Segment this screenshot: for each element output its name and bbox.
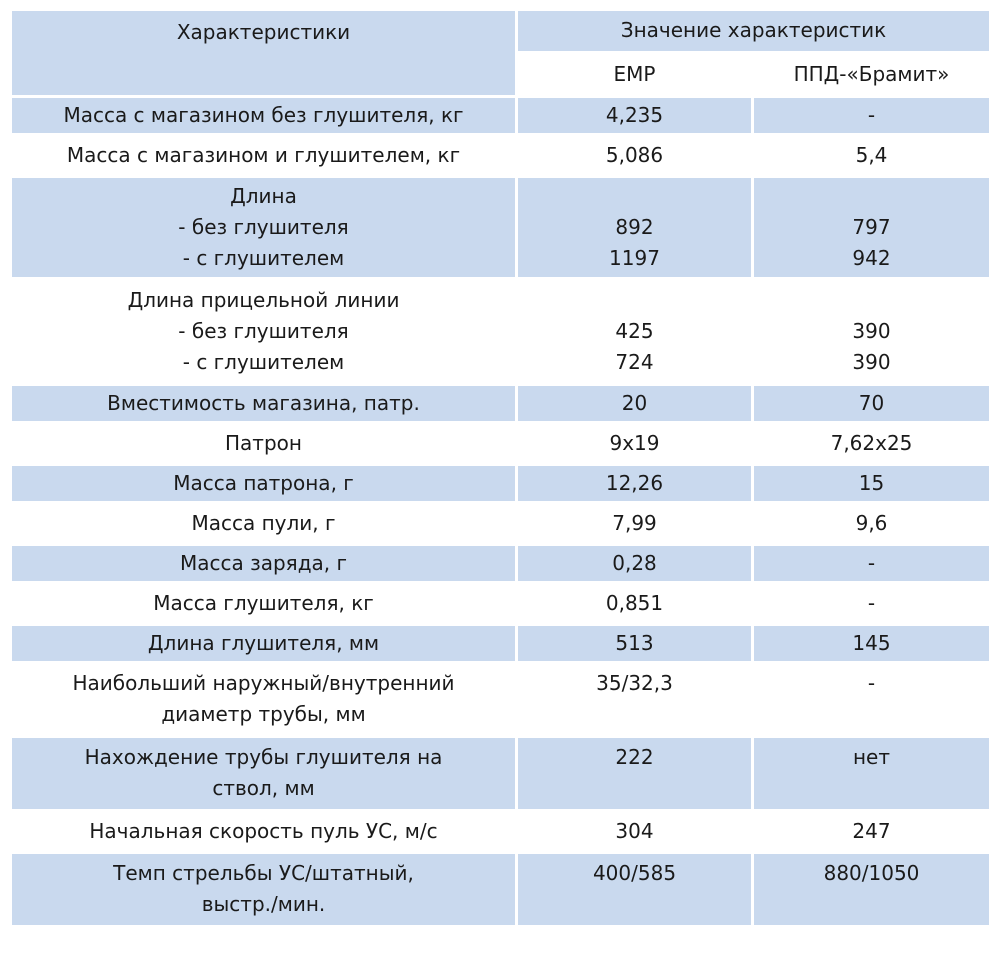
row-value-emr-line: 400/585	[592, 861, 677, 885]
row-value-emr	[517, 465, 753, 503]
row-value-emr	[517, 625, 753, 663]
table-row	[11, 279, 991, 385]
row-label	[11, 97, 517, 135]
row-label-line: диаметр трубы, мм	[161, 702, 366, 726]
row-label-line: Нахождение трубы глушителя на	[84, 745, 443, 769]
row-value-ppd	[753, 737, 991, 811]
row-value-emr	[517, 853, 753, 927]
row-value-ppd	[753, 279, 991, 385]
row-label-line: выстр./мин.	[201, 892, 326, 916]
row-value-emr	[517, 97, 753, 135]
row-value-ppd-line: 880/1050	[823, 861, 920, 885]
row-label	[11, 737, 517, 811]
table-row	[11, 385, 991, 423]
row-value-ppd-line	[754, 285, 989, 316]
row-label-line: Масса глушителя, кг	[153, 591, 374, 615]
row-value-emr-line: 0,28	[612, 551, 657, 575]
row-value-ppd	[753, 503, 991, 545]
table-row	[11, 625, 991, 663]
row-label-line: - с глушителем	[182, 350, 345, 374]
row-value-ppd	[753, 545, 991, 583]
row-value-ppd-line: -	[867, 551, 876, 575]
row-value-ppd-line: -	[867, 671, 876, 695]
row-label	[11, 625, 517, 663]
row-label	[11, 663, 517, 737]
row-value-ppd	[753, 177, 991, 279]
row-label-line: ствол, мм	[212, 776, 315, 800]
row-label	[11, 135, 517, 177]
row-label	[11, 853, 517, 927]
row-value-ppd-line: 5,4	[855, 143, 888, 167]
spec-table-container	[9, 8, 989, 928]
row-value-ppd-line: 390	[852, 350, 891, 374]
row-label	[11, 279, 517, 385]
row-label-line: Масса пули, г	[191, 511, 336, 535]
row-value-ppd	[753, 97, 991, 135]
row-value-emr	[517, 545, 753, 583]
header-values-group: Значение характеристик	[517, 10, 991, 53]
header-ppd-bramit: ППД-«Брамит»	[753, 52, 991, 96]
row-value-ppd-line: 942	[852, 246, 891, 270]
row-value-emr	[517, 737, 753, 811]
table-row	[11, 177, 991, 279]
row-label	[11, 423, 517, 465]
row-value-emr-line: 513	[615, 631, 654, 655]
spec-table	[9, 8, 992, 928]
row-value-ppd-line: -	[867, 103, 876, 127]
table-row	[11, 811, 991, 853]
header-row-1	[11, 10, 991, 53]
row-label-line: Масса с магазином и глушителем, кг	[66, 143, 461, 167]
row-value-ppd	[753, 811, 991, 853]
row-value-ppd	[753, 423, 991, 465]
row-label	[11, 811, 517, 853]
table-row	[11, 583, 991, 625]
row-value-ppd-line: 9,6	[855, 511, 888, 535]
row-value-ppd-line: 797	[852, 215, 891, 239]
row-value-ppd-line: 390	[852, 319, 891, 343]
row-value-ppd	[753, 385, 991, 423]
header-characteristics: Характеристики	[11, 10, 517, 97]
row-label	[11, 545, 517, 583]
row-label-line: Вместимость магазина, патр.	[107, 391, 420, 415]
row-label	[11, 465, 517, 503]
row-value-emr-line: 5,086	[605, 143, 664, 167]
row-label	[11, 583, 517, 625]
row-value-emr	[517, 135, 753, 177]
row-label-line: Патрон	[225, 431, 302, 455]
row-value-emr-line: 304	[615, 819, 654, 843]
row-value-ppd-line: -	[867, 591, 876, 615]
row-value-emr-line: 0,851	[605, 591, 664, 615]
row-value-ppd-line	[754, 181, 989, 212]
row-value-emr	[517, 423, 753, 465]
table-row	[11, 503, 991, 545]
row-value-emr-line: 425	[615, 319, 654, 343]
row-value-emr-line: 1197	[609, 246, 660, 270]
row-label-line: Длина глушителя, мм	[147, 631, 380, 655]
row-label-line: Масса с магазином без глушителя, кг	[63, 103, 464, 127]
spec-table-body	[11, 97, 991, 927]
table-row	[11, 545, 991, 583]
row-value-ppd	[753, 465, 991, 503]
row-value-ppd-line: 15	[858, 471, 885, 495]
row-value-ppd-line: 145	[852, 631, 891, 655]
row-label-line: Масса заряда, г	[179, 551, 348, 575]
table-row	[11, 135, 991, 177]
row-value-emr	[517, 177, 753, 279]
table-row	[11, 423, 991, 465]
row-value-emr-line: 20	[621, 391, 648, 415]
row-label-line: Длина	[230, 184, 297, 208]
table-row	[11, 663, 991, 737]
row-label-line: Наибольший наружный/внутренний	[72, 671, 455, 695]
row-value-emr-line: 222	[615, 745, 654, 769]
row-value-ppd	[753, 583, 991, 625]
row-value-emr	[517, 583, 753, 625]
table-row	[11, 853, 991, 927]
row-label	[11, 503, 517, 545]
row-label-line: - без глушителя	[178, 215, 349, 239]
row-value-emr-line: 4,235	[605, 103, 664, 127]
row-value-emr-line: 35/32,3	[596, 671, 673, 695]
table-row	[11, 465, 991, 503]
row-value-ppd-line: 70	[858, 391, 885, 415]
row-value-ppd	[753, 135, 991, 177]
row-value-emr	[517, 811, 753, 853]
row-value-emr	[517, 503, 753, 545]
table-row	[11, 737, 991, 811]
row-label-line: - с глушителем	[182, 246, 345, 270]
row-value-emr-line: 892	[615, 215, 654, 239]
header-emr: ЕМР	[517, 52, 753, 96]
row-label-line: Длина прицельной линии	[127, 288, 400, 312]
table-row	[11, 97, 991, 135]
row-value-ppd-line: 247	[852, 819, 891, 843]
row-label-line: Начальная скорость пуль УС, м/с	[89, 819, 438, 843]
row-value-emr	[517, 663, 753, 737]
row-value-emr	[517, 385, 753, 423]
row-value-emr-line	[518, 285, 751, 316]
row-value-emr-line: 7,99	[612, 511, 657, 535]
row-value-ppd-line: 7,62х25	[830, 431, 913, 455]
row-value-emr-line: 9х19	[609, 431, 660, 455]
row-value-emr-line	[518, 181, 751, 212]
row-label	[11, 177, 517, 279]
row-value-ppd	[753, 625, 991, 663]
row-label-line: - без глушителя	[178, 319, 349, 343]
row-label	[11, 385, 517, 423]
row-label-line: Темп стрельбы УС/штатный,	[113, 861, 414, 885]
row-value-ppd	[753, 663, 991, 737]
row-value-emr-line: 724	[615, 350, 654, 374]
row-value-emr-line: 12,26	[605, 471, 664, 495]
row-value-ppd	[753, 853, 991, 927]
row-value-ppd-line: нет	[852, 745, 891, 769]
row-value-emr	[517, 279, 753, 385]
row-label-line: Масса патрона, г	[173, 471, 354, 495]
